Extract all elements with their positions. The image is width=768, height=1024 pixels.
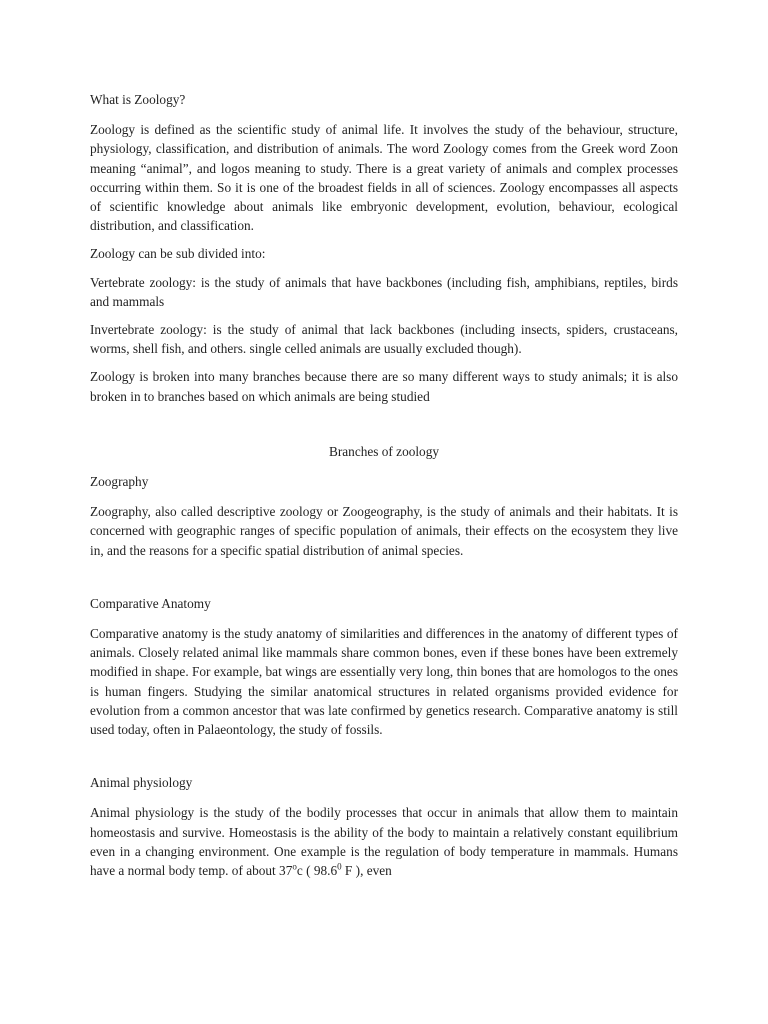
degree-superscript: 0	[337, 861, 342, 872]
degree-superscript: o	[292, 861, 297, 872]
intro-paragraph-5: Zoology is broken into many branches because there are so many different ways to study animals; it is also broken in to branches based on which animals are being studied	[90, 369, 678, 404]
zoography-paragraph: Zoography, also called descriptive zoology or Zoogeography, is the study of animals and their habitats. It is concerned with geographic ranges of specific population of animals, their effects on the ecosystem they live in, and the reasons for a specific spatial distribution of animal species.	[90, 504, 678, 558]
comparative-anatomy-paragraph: Comparative anatomy is the study anatomy of similarities and differences in the anatomy of different types of animals. Closely related animal like mammals share common bones, even if these bones have been extremely modified in shape. For example, bat wings are essentially very long, thin bones that are homologos to the ones is human fingers. Studying the similar anatomical structures in related organisms provided evidence for evolution from a common ancestor that was late confirmed by genetics research. Comparative anatomy is still used today, often in Palaeontology, the study of fossils.	[90, 626, 678, 738]
physiology-text-after: F ), even	[341, 863, 392, 879]
intro-paragraph-1: Zoology is defined as the scientific study of animal life. It involves the study of the behaviour, structure, physiology, classification, and distribution of animals. The word Zoology comes from the Greek word Zoon meaning “animal”, and logos meaning to study. There is a great variety of animals and complex processes occurring within them. So it is one of the broadest fields in all of sciences. Zoology encompasses all aspects of scientific knowledge about animals like embryonic development, evolution, behaviour, ecological distribution, and classification.	[90, 122, 678, 234]
intro-paragraph-2: Zoology can be sub divided into:	[90, 246, 266, 262]
physiology-text-before: Animal physiology is the study of the bodily processes that occur in animals that allow them to maintain homeostasis and survive. Homeostasis is the ability of the body to maintain a relatively constant equilibrium even in a changing environment. One example is the regulation of body temperature in mammals. Humans have a normal body temp. of about 37	[90, 805, 678, 879]
document-title: What is Zoology?	[90, 92, 186, 107]
intro-paragraph-4: Invertebrate zoology: is the study of animal that lack backbones (including insects, spiders, crustaceans, worms, shell fish, and others. single celled animals are usually excluded though).	[90, 322, 678, 357]
comparative-anatomy-heading: Comparative Anatomy	[90, 595, 211, 611]
animal-physiology-paragraph	[90, 803, 678, 880]
branches-heading: Branches of zoology	[328, 443, 440, 459]
spacer	[90, 748, 678, 773]
intro-paragraph-3: Vertebrate zoology: is the study of animals that have backbones (including fish, amphibians, reptiles, birds and mammals	[90, 274, 678, 309]
document-page	[90, 90, 678, 889]
spacer	[90, 415, 678, 442]
physiology-text-mid: c ( 98.6	[296, 863, 338, 879]
zoography-heading: Zoography	[90, 474, 149, 490]
spacer	[90, 569, 678, 594]
animal-physiology-heading: Animal physiology	[90, 775, 193, 791]
